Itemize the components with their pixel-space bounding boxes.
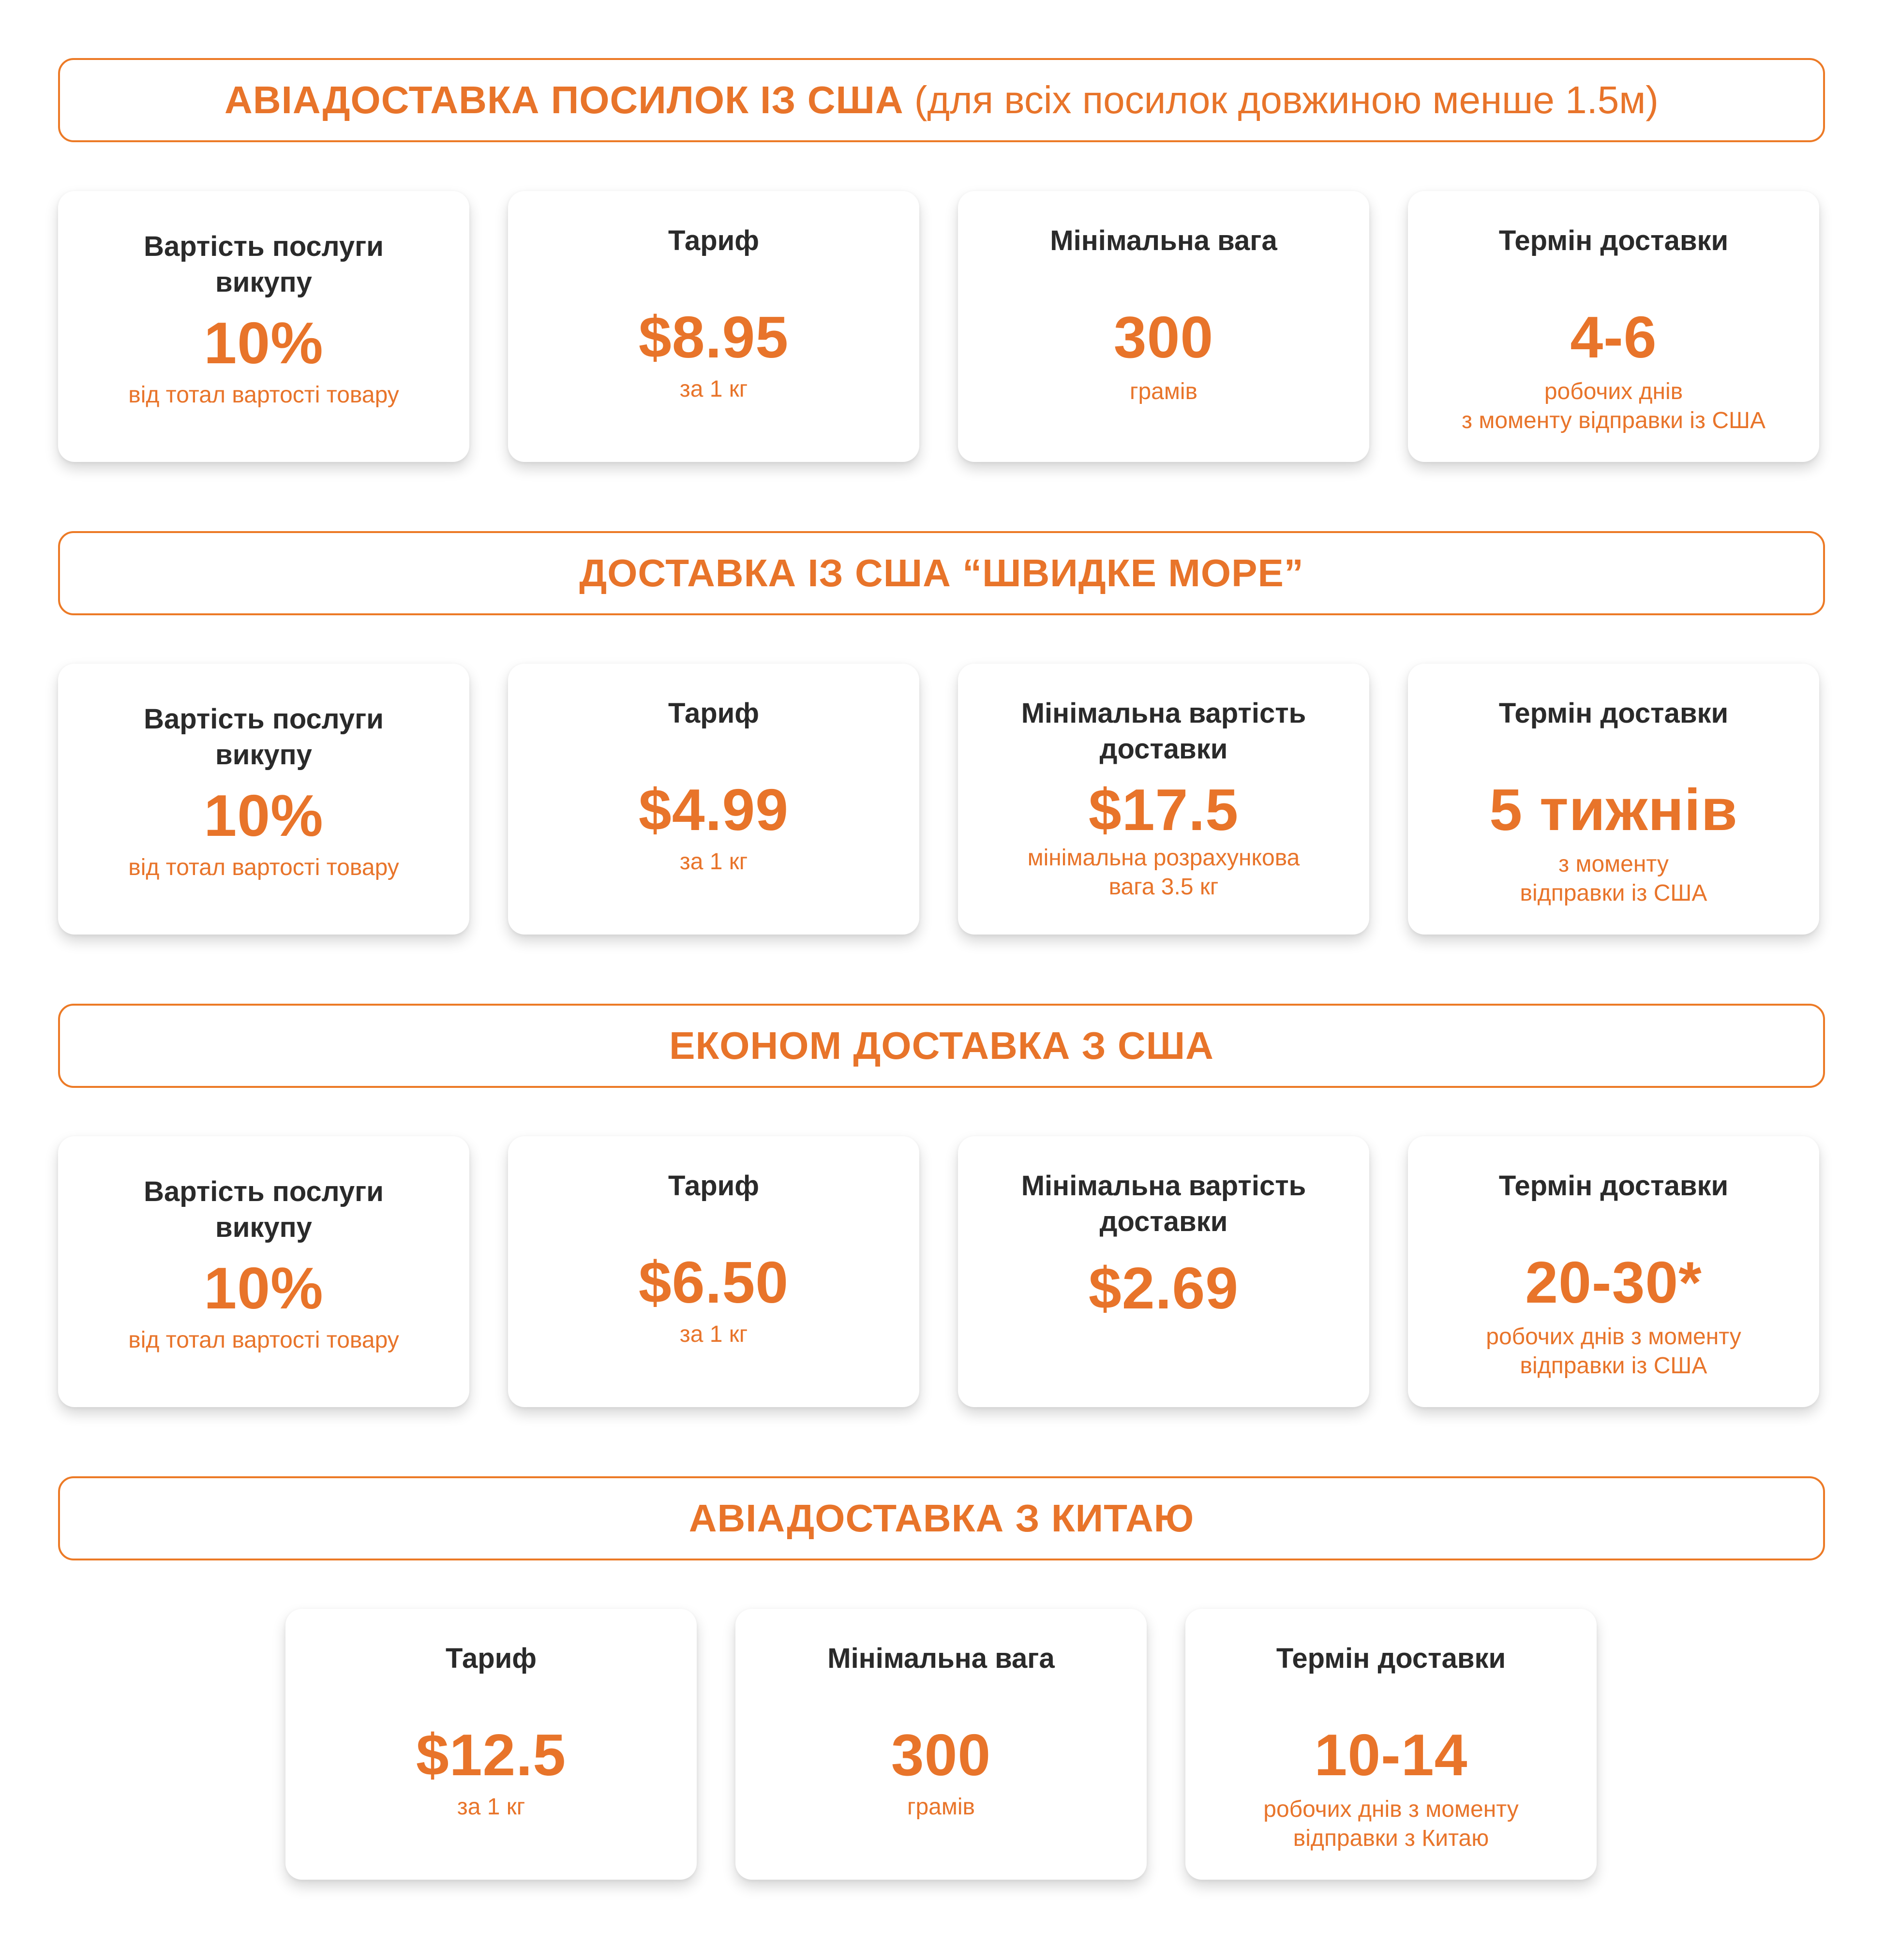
card-label: Термін доставки — [1498, 1170, 1729, 1202]
card-label: Термін доставки — [1276, 1643, 1506, 1674]
card-label: Мінімальна вага — [1050, 225, 1277, 256]
card-value: 10% — [204, 1255, 324, 1321]
card-value: 300 — [1113, 304, 1214, 370]
card-label: Мінімальна вартість доставки — [1021, 698, 1306, 765]
card-delivery-time — [1408, 664, 1819, 935]
card-subtext: грамів — [1129, 379, 1198, 404]
card-label: Тариф — [668, 1170, 760, 1202]
section-banner-air-china — [58, 1476, 1825, 1560]
card-subtext: за 1 кг — [679, 1322, 748, 1347]
section-title: АВІАДОСТАВКА ПОСИЛОК ІЗ США — [224, 78, 904, 121]
card-tariff — [508, 191, 919, 462]
card-value: $12.5 — [416, 1722, 567, 1788]
card-subtext: робочих днів з моменту відправки з Китаю — [1263, 1797, 1519, 1851]
section-banner-fast-sea — [58, 531, 1825, 615]
card-delivery-time — [1408, 1136, 1819, 1407]
card-label: Тариф — [445, 1643, 537, 1674]
card-label: Вартість послуги викупу — [144, 703, 384, 771]
card-subtext: грамів — [907, 1794, 975, 1820]
card-label: Тариф — [668, 698, 760, 729]
card-value: 4-6 — [1570, 304, 1657, 370]
section-title: ДОСТАВКА ІЗ США “ШВИДКЕ МОРЕ” — [579, 551, 1304, 594]
card-value: 20-30* — [1525, 1249, 1702, 1315]
section-banner-economy — [58, 1004, 1825, 1088]
section-note: (для всіх посилок довжиною менше 1.5м) — [914, 78, 1659, 121]
card-value: $8.95 — [638, 304, 789, 370]
card-tariff — [508, 664, 919, 935]
card-delivery-time — [1408, 191, 1819, 462]
card-subtext: робочих днів з моменту відправки із США — [1462, 379, 1765, 433]
card-subtext: за 1 кг — [679, 376, 748, 402]
section-title: АВІАДОСТАВКА З КИТАЮ — [688, 1497, 1195, 1540]
card-value: 10% — [204, 310, 324, 376]
card-tariff — [285, 1609, 697, 1880]
card-min-cost — [958, 1136, 1369, 1407]
section-banner-air-usa — [58, 58, 1825, 142]
card-tariff — [508, 1136, 919, 1407]
card-value: 10% — [204, 783, 324, 848]
card-subtext: від тотал вартості товару — [128, 855, 399, 880]
card-subtext: за 1 кг — [679, 849, 748, 875]
card-label: Термін доставки — [1498, 225, 1729, 256]
card-value: $17.5 — [1088, 777, 1239, 843]
card-min-weight — [958, 191, 1369, 462]
card-value: 5 тижнів — [1489, 777, 1738, 843]
card-buyout-fee — [58, 191, 469, 462]
card-subtext: мінімальна розрахункова вага 3.5 кг — [1027, 845, 1300, 900]
card-label: Мінімальна вага — [827, 1643, 1055, 1674]
card-subtext: робочих днів з моменту відправки із США — [1486, 1324, 1741, 1379]
card-label: Термін доставки — [1498, 698, 1729, 729]
card-min-cost — [958, 664, 1369, 935]
card-subtext: від тотал вартості товару — [128, 1327, 399, 1353]
card-label: Мінімальна вартість доставки — [1021, 1170, 1306, 1237]
card-delivery-time — [1185, 1609, 1597, 1880]
card-value: $6.50 — [638, 1249, 789, 1315]
card-value: 300 — [891, 1722, 991, 1788]
card-label: Вартість послуги викупу — [144, 231, 384, 298]
card-subtext: з моменту відправки із США — [1520, 851, 1707, 906]
card-value: $2.69 — [1088, 1255, 1239, 1321]
card-value: 10-14 — [1314, 1722, 1468, 1788]
card-label: Вартість послуги викупу — [144, 1176, 384, 1243]
section-title: ЕКОНОМ ДОСТАВКА З США — [669, 1024, 1214, 1067]
card-buyout-fee — [58, 1136, 469, 1407]
card-value: $4.99 — [638, 777, 789, 843]
card-buyout-fee — [58, 664, 469, 935]
card-subtext: за 1 кг — [457, 1794, 525, 1820]
card-label: Тариф — [668, 225, 760, 256]
card-min-weight — [735, 1609, 1147, 1880]
card-subtext: від тотал вартості товару — [128, 382, 399, 408]
